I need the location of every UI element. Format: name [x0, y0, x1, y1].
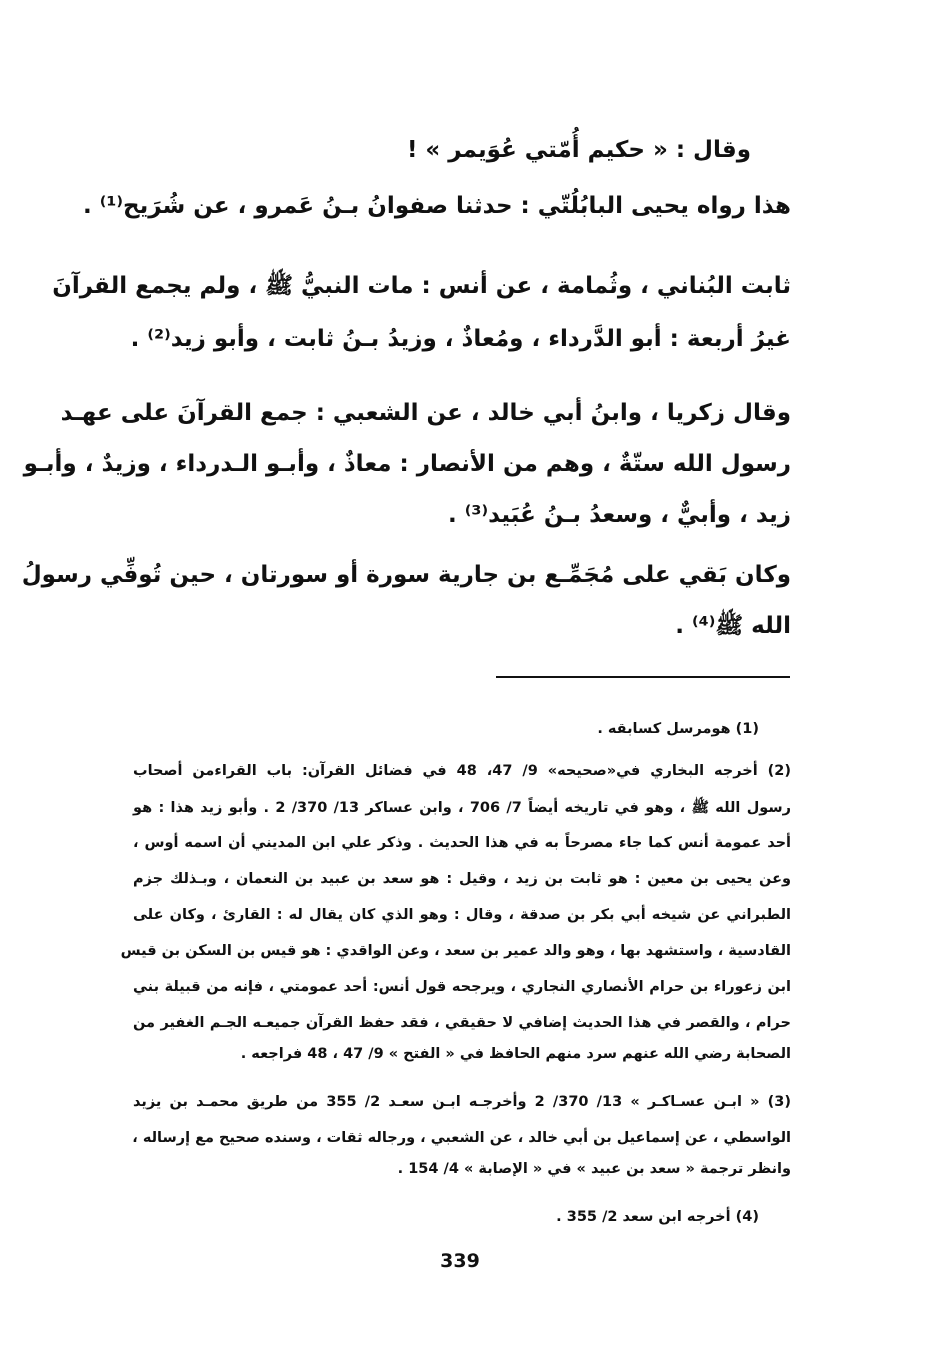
- footnote-line: وانظر ترجمة « سعد بن عبيد » في « الإصابة » 4/ 154 .: [397, 1161, 791, 1177]
- footnote-line: ابن زعوراء بن حرام الأنصاري النجاري ، ويرجحه قول أنس: أحد عمومتي ، فإنه من قبيلة بني: [133, 979, 791, 995]
- footnote-line: الصحابة رضي الله عنهم سرد منهم الحافظ في « الفتح » 9/ 47 ، 48 فراجعه .: [240, 1046, 791, 1062]
- footnote-line: (1) هومرسل كسابقه .: [597, 721, 759, 737]
- main-line: الله ﷺ⁽⁴⁾ .: [675, 613, 791, 639]
- page-number: 339: [440, 1250, 480, 1272]
- footnote-line: الواسطي ، عن إسماعيل بن أبي خالد ، عن الشعبي ، ورجاله ثقات ، وسنده صحيح مع إرساله ،: [132, 1130, 791, 1146]
- footnote-line: (2) أخرجه البخاري في«صحيحه» 9/ 47، 48 في فضائل القرآن: باب القراءمن أصحاب: [133, 763, 791, 779]
- footnote-line: (4) أخرجه ابن سعد 2/ 355 .: [556, 1209, 759, 1225]
- main-line: وقال زكريا ، وابنُ أبي خالد ، عن الشعبي : جمع القرآنَ على عهـد: [60, 400, 791, 426]
- main-line: غيرُ أربعة : أبو الدَّرداء ، ومُعاذٌ ، وزيدُ بـنُ ثابت ، وأبو زيد⁽²⁾ .: [130, 326, 791, 352]
- main-line: زيد ، وأبيٌّ ، وسعدُ بـنُ عُبَيد⁽³⁾ .: [448, 502, 791, 528]
- main-line: رسول الله ستّةٌ ، وهم من الأنصار : معاذٌ ، وأبـو الـدرداء ، وزيدٌ ، وأبـو: [23, 451, 791, 477]
- footnote-line: حرام ، والقصر في هذا الحديث إضافي لا حقيقي ، فقد حفظ القرآن جميعـه الجـم الغفير من: [133, 1015, 791, 1031]
- footnote-line: وعن يحيى بن معين : هو ثابت بن زيد ، وقيل : هو سعد بن عبيد بن النعمان ، وبـذلك جزم: [133, 871, 791, 887]
- footnote-line: رسول الله ﷺ ، وهو في تاريخه أيضاً 7/ 706 ، وابن عساكر 13/ 370/ 2 . وأبو زيد هذا : هو: [133, 800, 791, 816]
- footnote-line: أحد عمومة أنس كما جاء مصرحاً به في هذا الحديث . وذكر علي ابن المديني أن اسمه أوس ،: [133, 835, 791, 851]
- footnote-separator: [496, 676, 790, 678]
- main-line: وكان بَقي على مُجَمِّـع بن جارية سورة أو سورتان ، حين تُوفِّي رسولُ: [21, 562, 791, 588]
- main-line: هذا رواه يحيى البابُلُتّي : حدثنا صفوانُ بـنُ عَمرو ، عن شُرَيح⁽¹⁾ .: [82, 193, 791, 219]
- main-line: ثابت البُناني ، وثُمامة ، عن أنس : مات النبيُّ ﷺ ، ولم يجمع القرآنَ: [52, 273, 791, 299]
- main-line: وقال : « حكيم أُمّتي عُوَيمر » !: [406, 137, 751, 163]
- footnote-line: (3) « ابـن عسـاكـر » 13/ 370/ 2 وأخرجـه ابـن سعـد 2/ 355 من طريق محمـد بن يزيد: [133, 1094, 791, 1110]
- footnote-line: الطبراني عن شيخه أبي بكر بن صدقة ، وقال : وهو الذي كان يقال له : القارئ ، وكان على: [133, 907, 791, 923]
- footnote-line: القادسية ، واستشهد بها ، وهو والد عمير بن سعد ، وعن الواقدي : هو قيس بن السكن بن قيس: [120, 943, 791, 959]
